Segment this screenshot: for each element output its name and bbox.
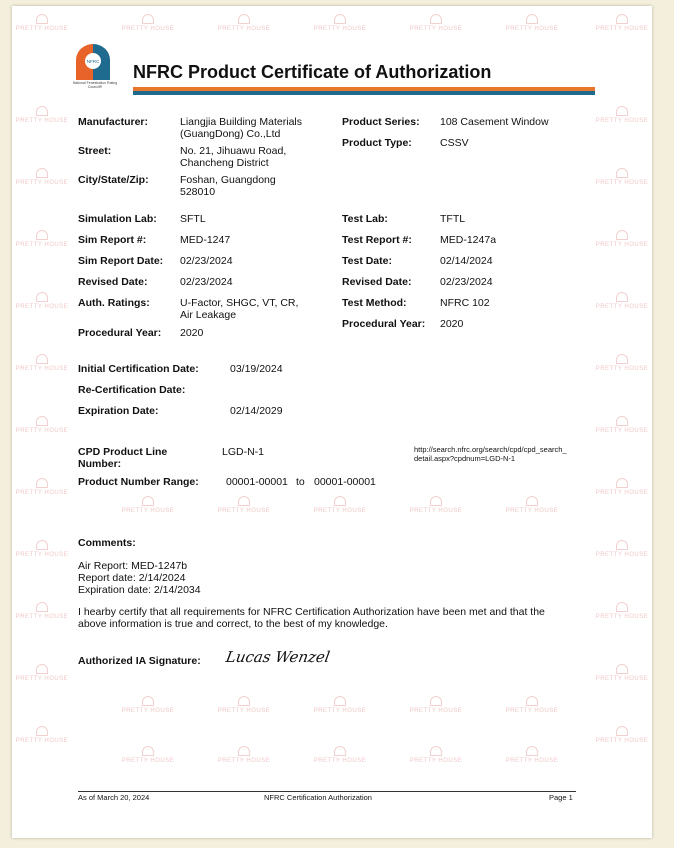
house-icon	[334, 496, 346, 506]
city-label: City/State/Zip:	[78, 174, 149, 186]
watermark-text: PRETTY HOUSE	[595, 242, 649, 248]
right-proc-year-label: Procedural Year:	[342, 318, 426, 330]
test-lab-label: Test Lab:	[342, 213, 388, 225]
manufacturer-value-2: (GuangDong) Co.,Ltd	[180, 128, 281, 140]
house-icon	[36, 230, 48, 240]
house-icon	[238, 696, 250, 706]
house-icon	[430, 14, 442, 24]
footer-page: Page 1	[549, 793, 573, 802]
watermark-text: PRETTY HOUSE	[15, 738, 69, 744]
watermark-text: PRETTY HOUSE	[313, 708, 367, 714]
watermark-text: PRETTY HOUSE	[15, 614, 69, 620]
house-icon	[36, 540, 48, 550]
house-icon	[616, 106, 628, 116]
house-icon	[616, 664, 628, 674]
house-icon	[142, 14, 154, 24]
watermark	[14, 416, 70, 435]
watermark	[14, 540, 70, 559]
watermark-text: PRETTY HOUSE	[15, 304, 69, 310]
watermark-text: PRETTY HOUSE	[595, 428, 649, 434]
watermark-text: PRETTY HOUSE	[313, 26, 367, 32]
watermark	[14, 478, 70, 497]
svg-text:NFRC: NFRC	[86, 59, 100, 64]
watermark	[216, 696, 272, 715]
city-value: Foshan, Guangdong	[180, 174, 276, 186]
house-icon	[526, 496, 538, 506]
footer-date: As of March 20, 2024	[78, 793, 150, 802]
watermark	[504, 14, 560, 33]
sim-date-value: 02/23/2024	[180, 255, 233, 267]
range-to: to	[296, 476, 305, 488]
watermark-text: PRETTY HOUSE	[595, 676, 649, 682]
watermark	[312, 14, 368, 33]
initial-cert-label: Initial Certification Date:	[78, 363, 199, 375]
logo-caption: National Fenestration Rating Council®	[72, 81, 118, 89]
proc-year-label: Procedural Year:	[78, 327, 162, 339]
manufacturer-value: Liangjia Building Materials	[180, 116, 302, 128]
comment-line: Expiration date: 2/14/2034	[78, 584, 201, 596]
house-icon	[238, 746, 250, 756]
watermark-text: PRETTY HOUSE	[409, 26, 463, 32]
method-value: NFRC 102	[440, 297, 490, 309]
nfrc-logo	[74, 44, 112, 80]
ratings-label: Auth. Ratings:	[78, 297, 150, 309]
watermark	[14, 106, 70, 125]
sim-lab-value: SFTL	[180, 213, 206, 225]
watermark-text: PRETTY HOUSE	[595, 738, 649, 744]
house-icon	[430, 696, 442, 706]
house-icon	[36, 292, 48, 302]
ratings-value: U-Factor, SHGC, VT, CR,	[180, 297, 299, 309]
watermark	[594, 602, 650, 621]
test-date-label: Test Date:	[342, 255, 392, 267]
house-icon	[616, 602, 628, 612]
watermark	[594, 416, 650, 435]
sim-report-value: MED-1247	[180, 234, 231, 246]
watermark-text: PRETTY HOUSE	[505, 758, 559, 764]
watermark-text: PRETTY HOUSE	[595, 180, 649, 186]
test-lab-value: TFTL	[440, 213, 466, 225]
watermark	[14, 726, 70, 745]
cpd-value: LGD-N-1	[222, 446, 265, 458]
signature-label: Authorized IA Signature:	[78, 655, 201, 667]
house-icon	[430, 496, 442, 506]
watermark-text: PRETTY HOUSE	[505, 508, 559, 514]
watermark	[14, 230, 70, 249]
street-value-2: Chancheng District	[180, 157, 269, 169]
house-icon	[36, 478, 48, 488]
watermark	[408, 696, 464, 715]
house-icon	[238, 496, 250, 506]
house-icon	[36, 168, 48, 178]
house-icon	[36, 664, 48, 674]
watermark	[594, 478, 650, 497]
cpd-label-2: Number:	[78, 458, 122, 470]
house-icon	[36, 106, 48, 116]
watermark-text: PRETTY HOUSE	[595, 118, 649, 124]
proc-year-value: 2020	[180, 327, 204, 339]
test-date-value: 02/14/2024	[440, 255, 493, 267]
watermark	[216, 496, 272, 515]
type-value: CSSV	[440, 137, 469, 149]
house-icon	[334, 14, 346, 24]
watermark	[594, 14, 650, 33]
watermark	[504, 496, 560, 515]
type-label: Product Type:	[342, 137, 412, 149]
page-title: NFRC Product Certificate of Authorization	[133, 62, 492, 82]
watermark-text: PRETTY HOUSE	[15, 180, 69, 186]
series-value: 108 Casement Window	[440, 116, 549, 128]
watermark-text: PRETTY HOUSE	[313, 758, 367, 764]
house-icon	[238, 14, 250, 24]
watermark	[14, 602, 70, 621]
watermark-text: PRETTY HOUSE	[595, 26, 649, 32]
watermark-text: PRETTY HOUSE	[505, 708, 559, 714]
house-icon	[616, 292, 628, 302]
cpd-url-2[interactable]: detail.aspx?cpdnum=LGD-N-1	[414, 454, 516, 463]
sim-report-label: Sim Report #:	[78, 234, 147, 246]
range-to-value: 00001-00001	[314, 476, 376, 488]
watermark	[216, 14, 272, 33]
watermark-text: PRETTY HOUSE	[595, 490, 649, 496]
series-label: Product Series:	[342, 116, 420, 128]
watermark	[408, 496, 464, 515]
watermark	[312, 746, 368, 765]
signature-image: Lucas Wenzel	[224, 648, 332, 666]
watermark	[408, 14, 464, 33]
house-icon	[142, 696, 154, 706]
test-report-label: Test Report #:	[342, 234, 412, 246]
watermark	[14, 664, 70, 683]
watermark-text: PRETTY HOUSE	[15, 552, 69, 558]
sim-lab-label: Simulation Lab:	[78, 213, 157, 225]
house-icon	[142, 496, 154, 506]
cpd-url[interactable]: http://search.nfrc.org/search/cpd/cpd_search_	[414, 445, 567, 454]
zip-value: 528010	[180, 186, 216, 198]
watermark	[594, 664, 650, 683]
watermark	[594, 292, 650, 311]
watermark	[216, 746, 272, 765]
watermark	[312, 696, 368, 715]
watermark	[594, 106, 650, 125]
revised-value: 02/23/2024	[180, 276, 233, 288]
watermark	[14, 292, 70, 311]
test-report-value: MED-1247a	[440, 234, 497, 246]
right-revised-value: 02/23/2024	[440, 276, 493, 288]
comment-line: Air Report: MED-1247b	[78, 560, 188, 572]
watermark-text: PRETTY HOUSE	[313, 508, 367, 514]
watermark-text: PRETTY HOUSE	[217, 26, 271, 32]
cpd-label: CPD Product Line	[78, 446, 168, 458]
manufacturer-label: Manufacturer:	[78, 116, 149, 128]
certify-text: I hearby certify that all requirements for NFRC Certification Authorization have been met and that the	[78, 606, 545, 618]
house-icon	[526, 696, 538, 706]
watermark	[594, 168, 650, 187]
house-icon	[616, 416, 628, 426]
house-icon	[616, 230, 628, 240]
house-icon	[616, 540, 628, 550]
watermark-text: PRETTY HOUSE	[595, 614, 649, 620]
range-from: 00001-00001	[226, 476, 288, 488]
house-icon	[36, 14, 48, 24]
house-icon	[616, 168, 628, 178]
watermark-text: PRETTY HOUSE	[217, 758, 271, 764]
watermark-text: PRETTY HOUSE	[505, 26, 559, 32]
watermark-text: PRETTY HOUSE	[121, 508, 175, 514]
expiration-value: 02/14/2029	[230, 405, 283, 417]
watermark-text: PRETTY HOUSE	[121, 26, 175, 32]
house-icon	[36, 416, 48, 426]
comments-label: Comments:	[78, 537, 136, 549]
house-icon	[334, 696, 346, 706]
watermark-text: PRETTY HOUSE	[15, 676, 69, 682]
house-icon	[616, 726, 628, 736]
watermark-text: PRETTY HOUSE	[595, 552, 649, 558]
watermark-text: PRETTY HOUSE	[409, 708, 463, 714]
street-label: Street:	[78, 145, 112, 157]
range-label: Product Number Range:	[78, 476, 199, 488]
document-page	[12, 6, 652, 838]
watermark-text: PRETTY HOUSE	[217, 708, 271, 714]
house-icon	[334, 746, 346, 756]
footer-rule	[78, 791, 576, 792]
watermark-text: PRETTY HOUSE	[595, 366, 649, 372]
house-icon	[36, 354, 48, 364]
initial-cert-value: 03/19/2024	[230, 363, 283, 375]
house-icon	[430, 746, 442, 756]
watermark	[120, 696, 176, 715]
watermark	[14, 14, 70, 33]
house-icon	[616, 14, 628, 24]
footer-title: NFRC Certification Authorization	[264, 793, 372, 802]
watermark	[504, 746, 560, 765]
watermark-text: PRETTY HOUSE	[15, 428, 69, 434]
expiration-label: Expiration Date:	[78, 405, 159, 417]
watermark-text: PRETTY HOUSE	[409, 758, 463, 764]
right-revised-label: Revised Date:	[342, 276, 412, 288]
right-proc-year-value: 2020	[440, 318, 464, 330]
method-label: Test Method:	[342, 297, 407, 309]
watermark-text: PRETTY HOUSE	[409, 508, 463, 514]
watermark	[120, 496, 176, 515]
watermark-text: PRETTY HOUSE	[121, 758, 175, 764]
watermark-text: PRETTY HOUSE	[121, 708, 175, 714]
house-icon	[616, 478, 628, 488]
watermark	[594, 726, 650, 745]
watermark	[14, 354, 70, 373]
watermark	[594, 230, 650, 249]
watermark	[594, 540, 650, 559]
watermark	[594, 354, 650, 373]
watermark	[120, 746, 176, 765]
house-icon	[36, 602, 48, 612]
house-icon	[616, 354, 628, 364]
watermark	[408, 746, 464, 765]
ratings-value-2: Air Leakage	[180, 309, 237, 321]
watermark-text: PRETTY HOUSE	[15, 242, 69, 248]
watermark-text: PRETTY HOUSE	[595, 304, 649, 310]
house-icon	[526, 746, 538, 756]
revised-label: Revised Date:	[78, 276, 148, 288]
sim-date-label: Sim Report Date:	[78, 255, 164, 267]
title-rule-blue	[133, 91, 595, 95]
house-icon	[526, 14, 538, 24]
watermark-text: PRETTY HOUSE	[217, 508, 271, 514]
certify-text-2: above information is true and correct, to the best of my knowledge.	[78, 618, 388, 630]
watermark-text: PRETTY HOUSE	[15, 118, 69, 124]
watermark-text: PRETTY HOUSE	[15, 366, 69, 372]
watermark	[14, 168, 70, 187]
watermark-text: PRETTY HOUSE	[15, 26, 69, 32]
house-icon	[36, 726, 48, 736]
watermark	[504, 696, 560, 715]
watermark	[312, 496, 368, 515]
watermark	[120, 14, 176, 33]
house-icon	[142, 746, 154, 756]
recert-label: Re-Certification Date:	[78, 384, 186, 396]
watermark-text: PRETTY HOUSE	[15, 490, 69, 496]
comment-line: Report date: 2/14/2024	[78, 572, 186, 584]
street-value: No. 21, Jihuawu Road,	[180, 145, 287, 157]
